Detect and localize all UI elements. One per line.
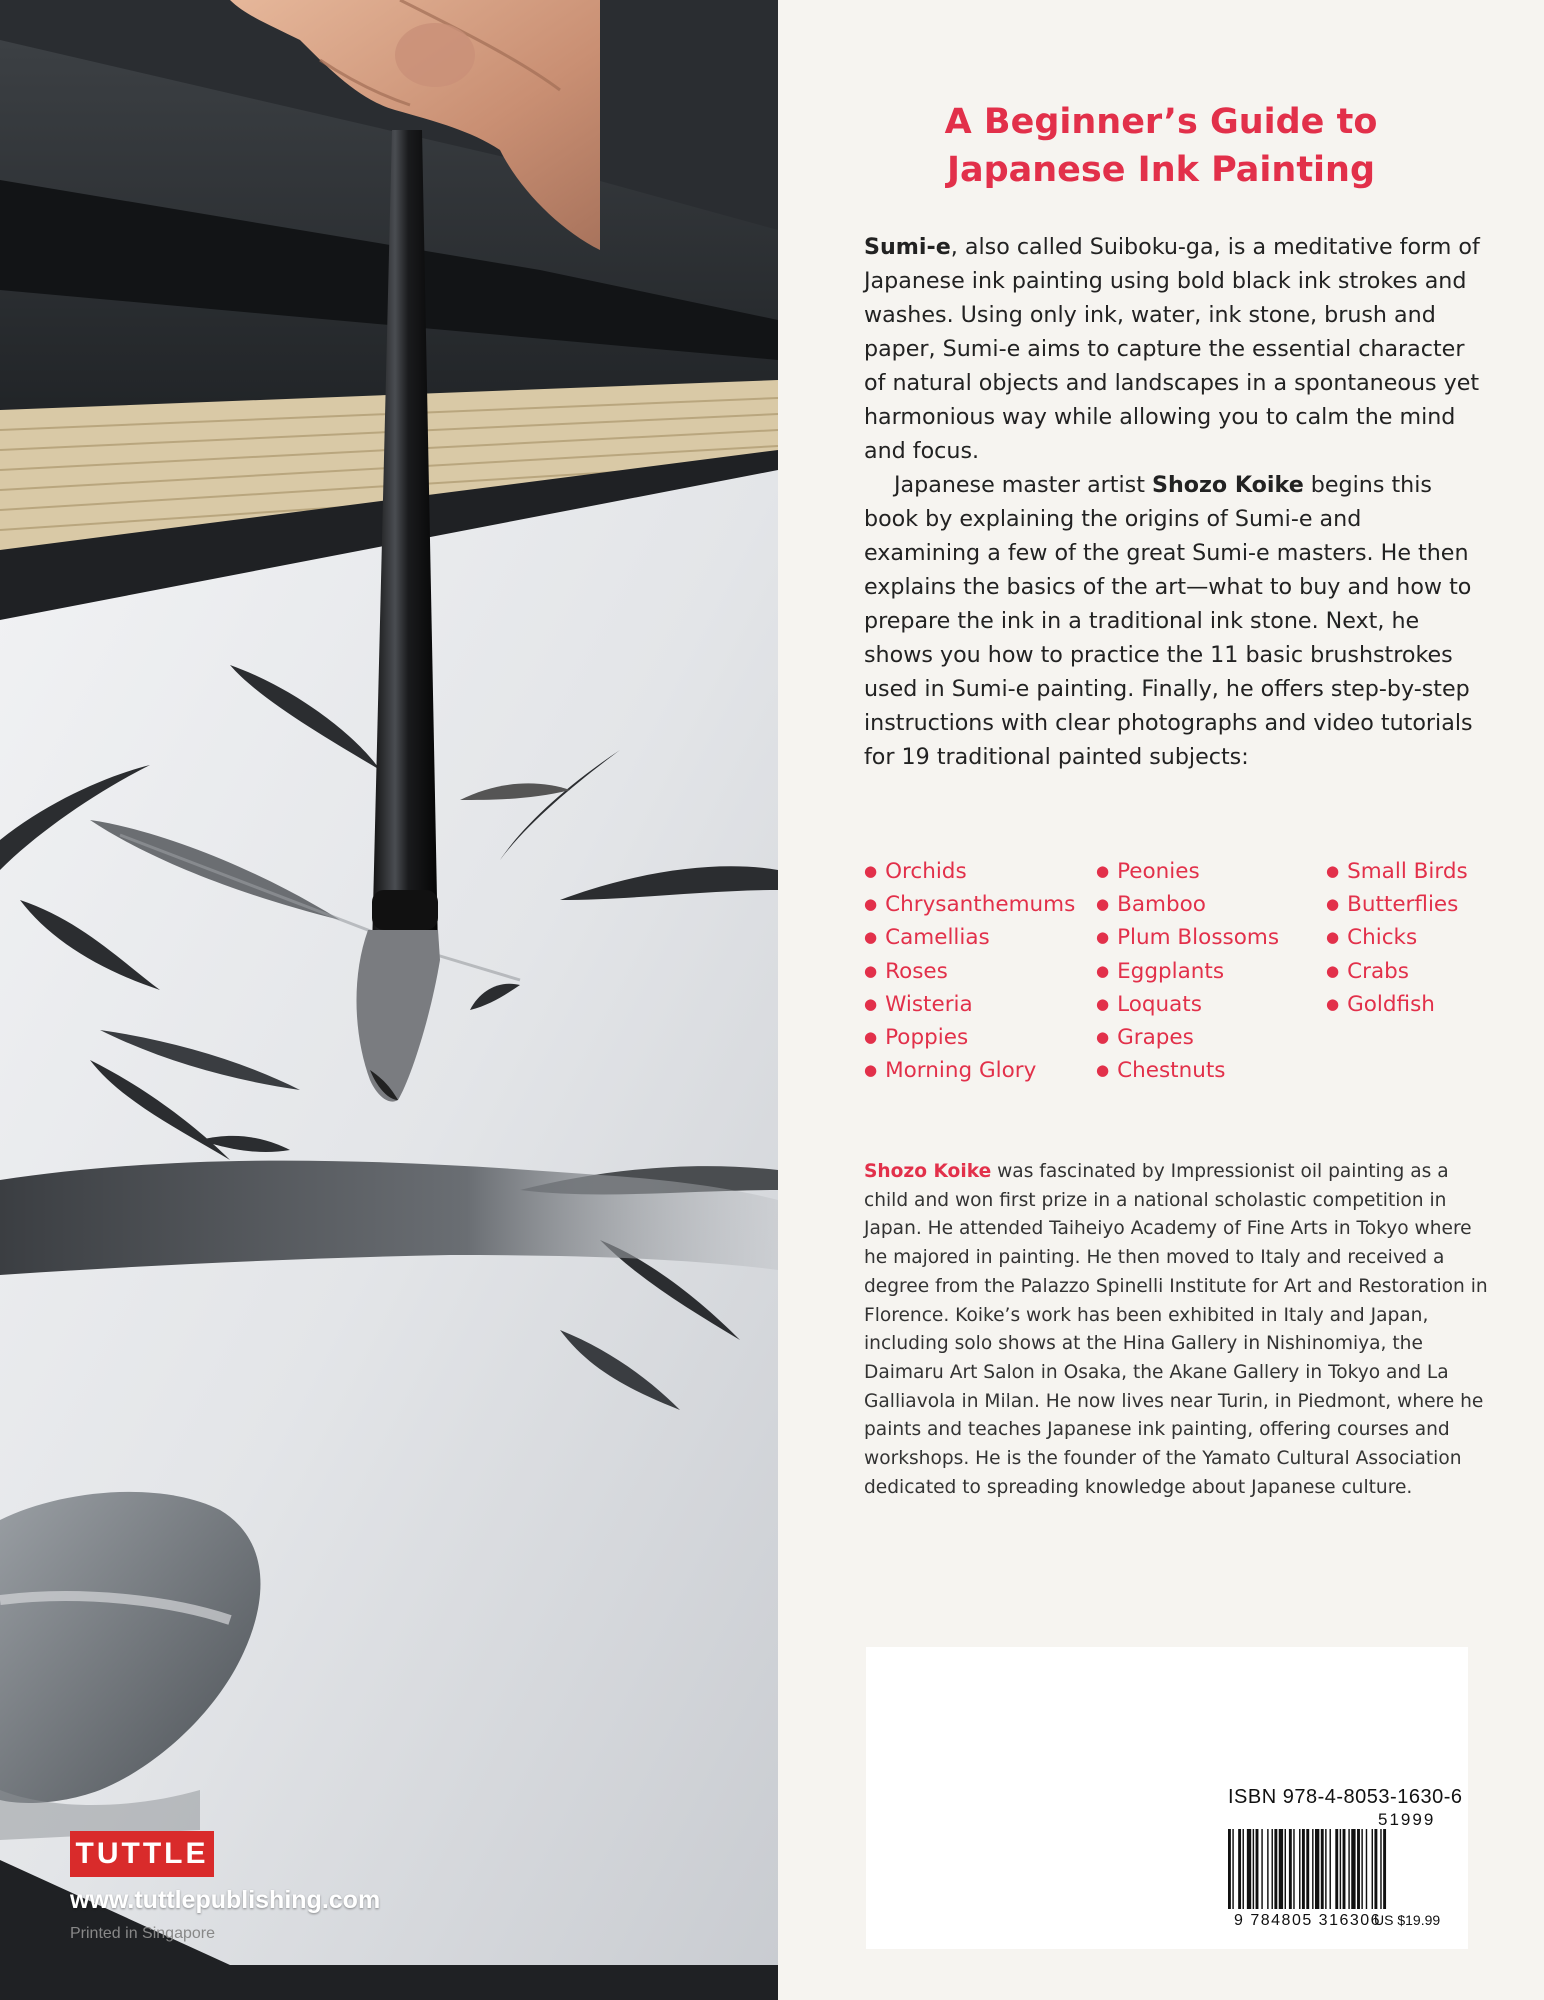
term-sumi-e: Sumi-e xyxy=(864,234,951,260)
barcode-bar xyxy=(1340,1829,1341,1909)
barcode-bar xyxy=(1366,1829,1367,1909)
description-paragraph-2 xyxy=(864,468,1484,774)
book-description xyxy=(864,230,1484,774)
book-tagline xyxy=(778,98,1544,194)
barcode-bar xyxy=(1247,1829,1251,1909)
publisher-logo: TUTTLE xyxy=(70,1831,214,1877)
barcode-bar xyxy=(1351,1829,1355,1909)
barcode-bar xyxy=(1299,1829,1300,1909)
barcode-bar xyxy=(1272,1829,1273,1909)
barcode-bar xyxy=(1293,1829,1294,1909)
barcode-bar xyxy=(1274,1829,1277,1909)
barcode-bar xyxy=(1357,1829,1360,1909)
subject-item: ● Peonies xyxy=(1096,856,1279,889)
barcode-bar xyxy=(1380,1829,1381,1909)
barcode-bar xyxy=(1228,1829,1231,1909)
barcode-bar xyxy=(1372,1829,1373,1909)
author-name-inline: Shozo Koike xyxy=(1151,472,1304,498)
barcode-icon xyxy=(1226,1829,1458,1911)
subject-item: ● Chestnuts xyxy=(1096,1055,1279,1088)
subject-item: ● Goldfish xyxy=(1326,989,1468,1022)
author-bio xyxy=(864,1158,1489,1502)
subject-item: ● Orchids xyxy=(864,856,1075,889)
barcode-bar xyxy=(1285,1829,1286,1909)
isbn-label: ISBN 978-4-8053-1630-6 xyxy=(1228,1786,1463,1808)
publisher-website[interactable]: www.tuttlepublishing.com xyxy=(70,1886,381,1914)
subject-item: ● Chrysanthemums xyxy=(864,889,1075,922)
subject-item: ● Bamboo xyxy=(1096,889,1279,922)
subject-item: ● Eggplants xyxy=(1096,956,1279,989)
description-p2-start: Japanese master artist xyxy=(894,472,1152,498)
barcode-bar xyxy=(1343,1829,1346,1909)
subject-item: ● Grapes xyxy=(1096,1022,1279,1055)
barcode-bar xyxy=(1315,1829,1319,1909)
barcode-bar xyxy=(1348,1829,1349,1909)
barcode-bar xyxy=(1325,1829,1326,1909)
subject-item: ● Poppies xyxy=(864,1022,1075,1055)
barcode-bar xyxy=(1383,1829,1386,1909)
description-paragraph-1 xyxy=(864,230,1484,468)
barcode-bar xyxy=(1302,1829,1305,1909)
subject-item: ● Morning Glory xyxy=(864,1055,1075,1088)
subject-item: ● Small Birds xyxy=(1326,856,1468,889)
barcode-bar xyxy=(1279,1829,1283,1909)
tagline-line-2: Japanese Ink Painting xyxy=(946,150,1376,190)
barcode-bar xyxy=(1374,1829,1377,1909)
barcode-bar xyxy=(1243,1829,1244,1909)
barcode-bar xyxy=(1261,1829,1262,1909)
printed-in-note: Printed in Singapore xyxy=(70,1925,215,1942)
subject-item: ● Roses xyxy=(864,956,1075,989)
barcode-bar xyxy=(1321,1829,1324,1909)
barcode-bar xyxy=(1361,1829,1362,1909)
description-p1-text: , also called Suiboku-ga, is a meditative form of Japanese ink painting using bold black ink strokes and washes. Using only ink, water, ink stone, brush and paper, Sumi-e aims to capture the essential character of natural objects and landscapes in a spontaneous yet harmonious way while allowing you to calm the mind and focus. xyxy=(864,234,1480,464)
author-name: Shozo Koike xyxy=(864,1161,992,1182)
subject-item: ● Butterflies xyxy=(1326,889,1468,922)
subject-item: ● Loquats xyxy=(1096,989,1279,1022)
barcode-bar xyxy=(1330,1829,1331,1909)
barcode-area xyxy=(866,1647,1468,1949)
description-p2-text: begins this book by explaining the origins of Sumi-e and examining a few of the great Sumi-e masters. He then explains the basics of the art—what to buy and how to prepare the ink in a traditional ink stone. Next, he shows you how to practice the 11 basic brushstrokes used in Sumi-e painting. Finally, he offers step-by-step instructions with clear photographs and video tutorials for 19 traditional painted subjects: xyxy=(864,472,1473,770)
subjects-column-3 xyxy=(1326,856,1468,1022)
barcode-bar xyxy=(1256,1829,1259,1909)
subject-item: ● Chicks xyxy=(1326,922,1468,955)
subjects-column-1 xyxy=(864,856,1075,1088)
subject-item: ● Camellias xyxy=(864,922,1075,955)
retail-price: US $19.99 xyxy=(1374,1912,1441,1928)
author-bio-text: was fascinated by Impressionist oil painting as a child and won first prize in a national scholastic competition in Japan. He attended Taiheiyo Academy of Fine Arts in Tokyo where he majored in painting. He then moved to Italy and received a degree from the Palazzo Spinelli Institute for Art and Restoration in Florence. Koike’s work has been exhibited in Italy and Japan, including solo shows at the Hina Gallery in Nishinomiya, the Daimaru Art Salon in Osaka, the Akane Gallery in Tokyo and La Galliavola in Milan. He now lives near Turin, in Piedmont, where he paints and teaches Japanese ink painting, offering courses and workshops. He is the founder of the Yamato Cultural Association dedicated to spreading knowledge about Japanese culture. xyxy=(864,1161,1488,1498)
barcode-bar xyxy=(1312,1829,1313,1909)
barcode-bar xyxy=(1289,1829,1292,1909)
back-cover-text-panel xyxy=(778,0,1544,2000)
barcode-bar xyxy=(1335,1829,1338,1909)
barcode-bar xyxy=(1267,1829,1268,1909)
subject-item: ● Wisteria xyxy=(864,989,1075,1022)
barcode-bar xyxy=(1253,1829,1254,1909)
barcode-bar xyxy=(1238,1829,1241,1909)
subject-item: ● Plum Blossoms xyxy=(1096,922,1279,955)
barcode-bar xyxy=(1306,1829,1309,1909)
price-code: 51999 xyxy=(1378,1810,1436,1829)
tagline-line-1: A Beginner’s Guide to xyxy=(944,102,1378,142)
subject-item: ● Crabs xyxy=(1326,956,1468,989)
ean-number: 9 784805 316306 xyxy=(1234,1912,1382,1929)
subjects-column-2 xyxy=(1096,856,1279,1088)
barcode-bar xyxy=(1232,1829,1233,1909)
